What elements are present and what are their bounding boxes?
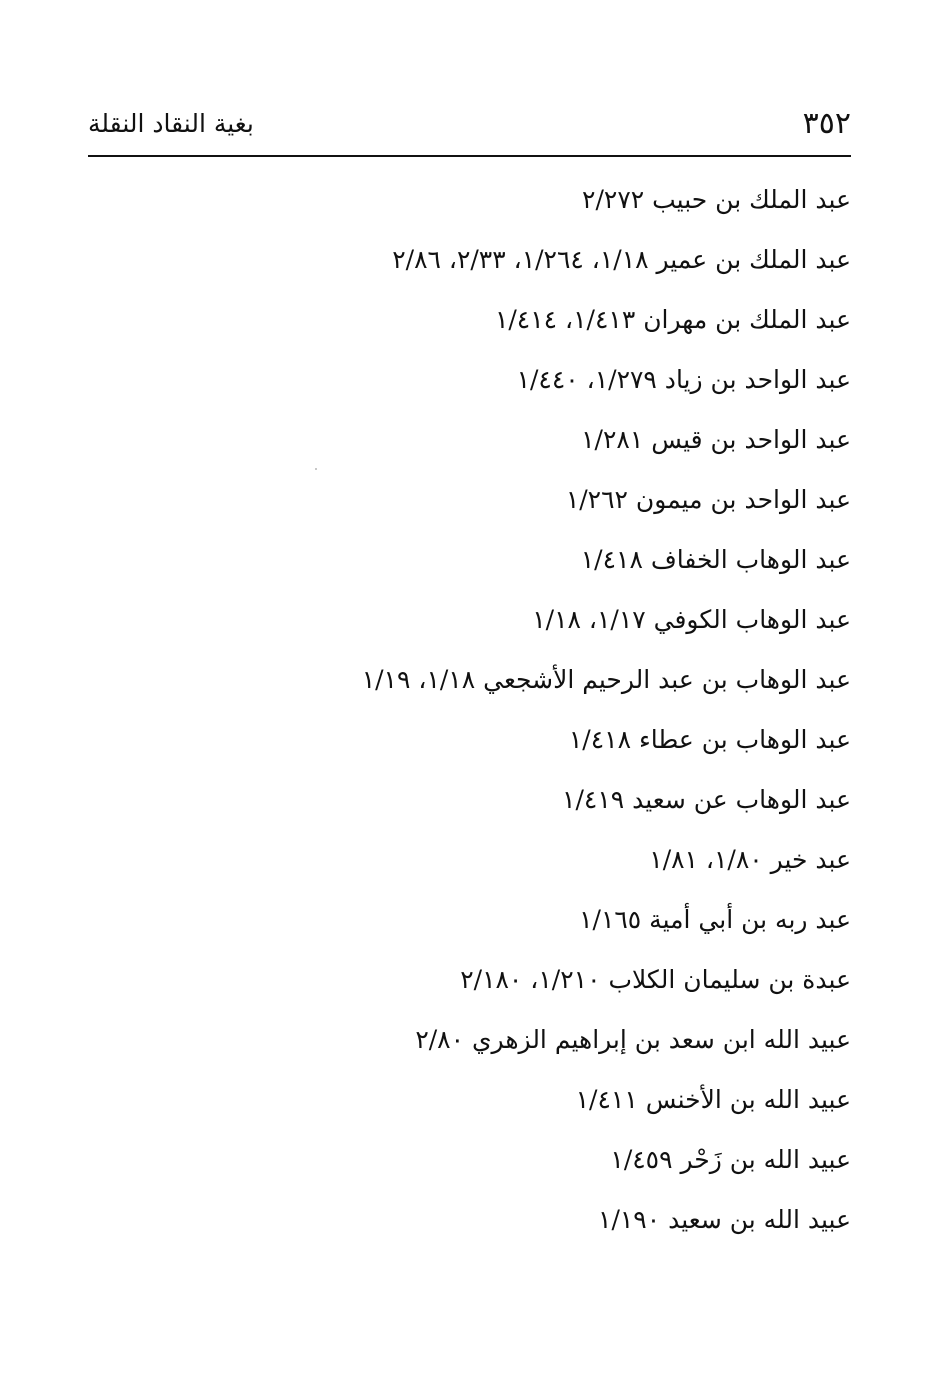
- scan-speck: [315, 468, 317, 470]
- index-entry: عبيد الله بن الأخنس ١/٤١١: [575, 1085, 851, 1114]
- index-entry: عبد الملك بن عمير ١/١٨، ١/٢٦٤، ٢/٣٣، ٢/٨٦: [392, 245, 851, 274]
- index-entry: عبد الوهاب بن عبد الرحيم الأشجعي ١/١٨، ١/١٩: [361, 665, 851, 694]
- index-entry: عبد الملك بن مهران ١/٤١٣، ١/٤١٤: [494, 305, 851, 334]
- index-entry: عبد ربه بن أبي أمية ١/١٦٥: [579, 905, 851, 934]
- index-entry: عبيد الله ابن سعد بن إبراهيم الزهري ٢/٨٠: [415, 1025, 851, 1054]
- running-head: [88, 100, 851, 148]
- index-entry: عبيد الله بن زَحْر ١/٤٥٩: [610, 1145, 851, 1174]
- index-entry: عبد الوهاب عن سعيد ١/٤١٩: [562, 785, 851, 814]
- book-title: بغية النقاد النقلة: [88, 109, 254, 138]
- index-entry: عبد الملك بن حبيب ٢/٢٧٢: [582, 185, 851, 214]
- index-entry: عبد الوهاب الخفاف ١/٤١٨: [580, 545, 851, 574]
- index-entry: عبدة بن سليمان الكلاب ١/٢١٠، ٢/١٨٠: [460, 965, 851, 994]
- header-rule: [88, 155, 851, 157]
- name-index-list: [150, 170, 851, 1250]
- page-number: ٣٥٢: [802, 106, 851, 141]
- index-entry: عبد الوهاب الكوفي ١/١٧، ١/١٨: [532, 605, 851, 634]
- index-entry: عبد الوهاب بن عطاء ١/٤١٨: [568, 725, 851, 754]
- index-entry: عبد الواحد بن زياد ١/٢٧٩، ١/٤٤٠: [516, 365, 851, 394]
- index-entry: عبد الواحد بن قيس ١/٢٨١: [581, 425, 851, 454]
- index-entry: عبد خير ١/٨٠، ١/٨١: [649, 845, 851, 874]
- index-entry: عبيد الله بن سعيد ١/١٩٠: [598, 1205, 851, 1234]
- index-entry: عبد الواحد بن ميمون ١/٢٦٢: [565, 485, 851, 514]
